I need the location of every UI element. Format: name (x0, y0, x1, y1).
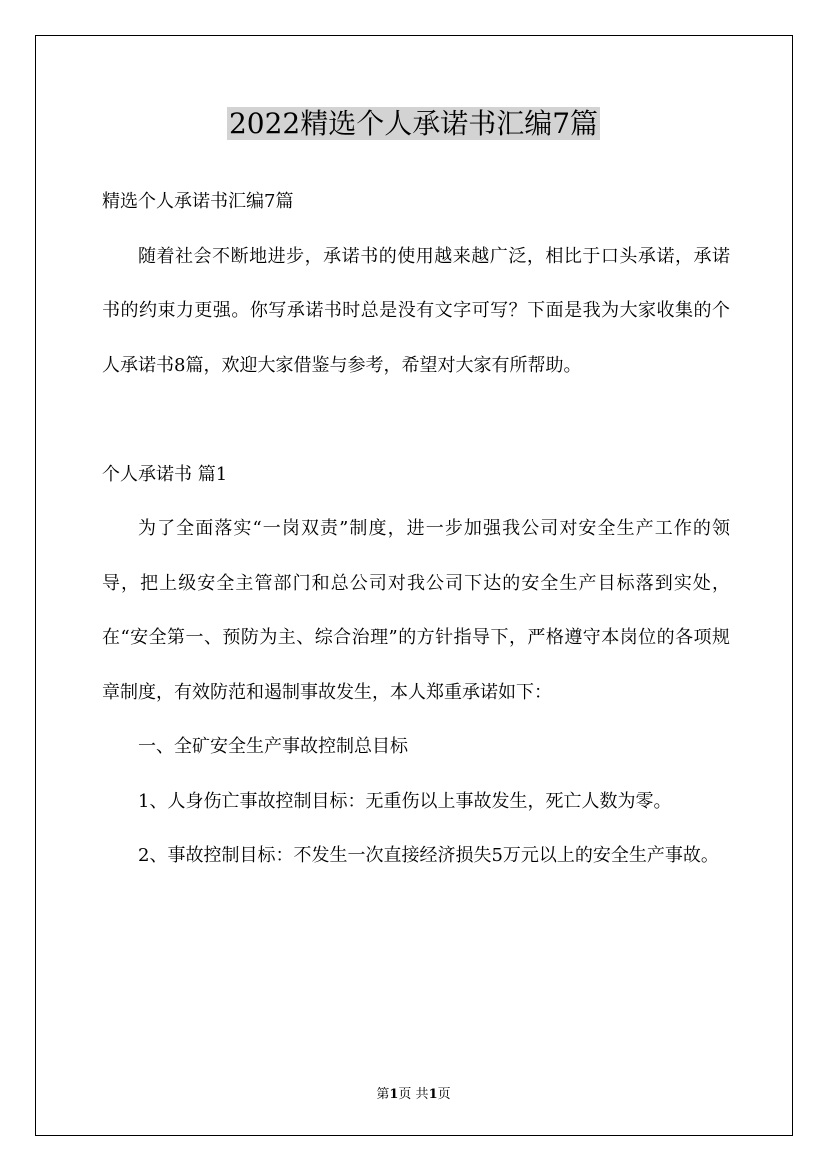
section-body-paragraph: 为了全面落实“一岗双责”制度，进一步加强我公司对安全生产工作的领导，把上级安全主管部门和总公司对我公司下达的安全生产目标落到实处，在“安全第一、预防为主、综合治理”的方针指导下，严格遵守本岗位的各项规章制度，有效防范和遏制事故发生，本人郑重承诺如下： (102, 518, 730, 703)
page-footer (0, 1083, 827, 1102)
paragraph-spacer (102, 393, 730, 448)
document-body (102, 175, 730, 884)
footer-page-total: 1 (428, 1087, 438, 1102)
document-title-text: 2022精选个人承诺书汇编7篇 (228, 107, 599, 140)
footer-page-number: 1 (389, 1087, 399, 1102)
list-item-1: 1、人身伤亡事故控制目标：无重伤以上事故发生，死亡人数为零。 (138, 790, 672, 812)
list-item-2: 2、事故控制目标：不发生一次直接经济损失5万元以上的安全生产事故。 (138, 845, 719, 866)
section-heading: 个人承诺书 篇1 (102, 463, 228, 485)
footer-page-prefix: 第 (376, 1087, 390, 1102)
item-heading: 一、全矿安全生产事故控制总目标 (138, 736, 408, 757)
footer-page-mid: 页 共 (398, 1087, 429, 1102)
intro-paragraph: 随着社会不断地进步，承诺书的使用越来越广泛，相比于口头承诺，承诺书的约束力更强。你写承诺书时总是没有文字可写？下面是我为大家收集的个人承诺书8篇，欢迎大家借鉴与参考，希望对大家有所帮助。 (102, 245, 730, 376)
document-subtitle: 精选个人承诺书汇编7篇 (102, 191, 294, 212)
document-title (0, 104, 827, 144)
footer-page-suffix: 页 (437, 1087, 451, 1102)
